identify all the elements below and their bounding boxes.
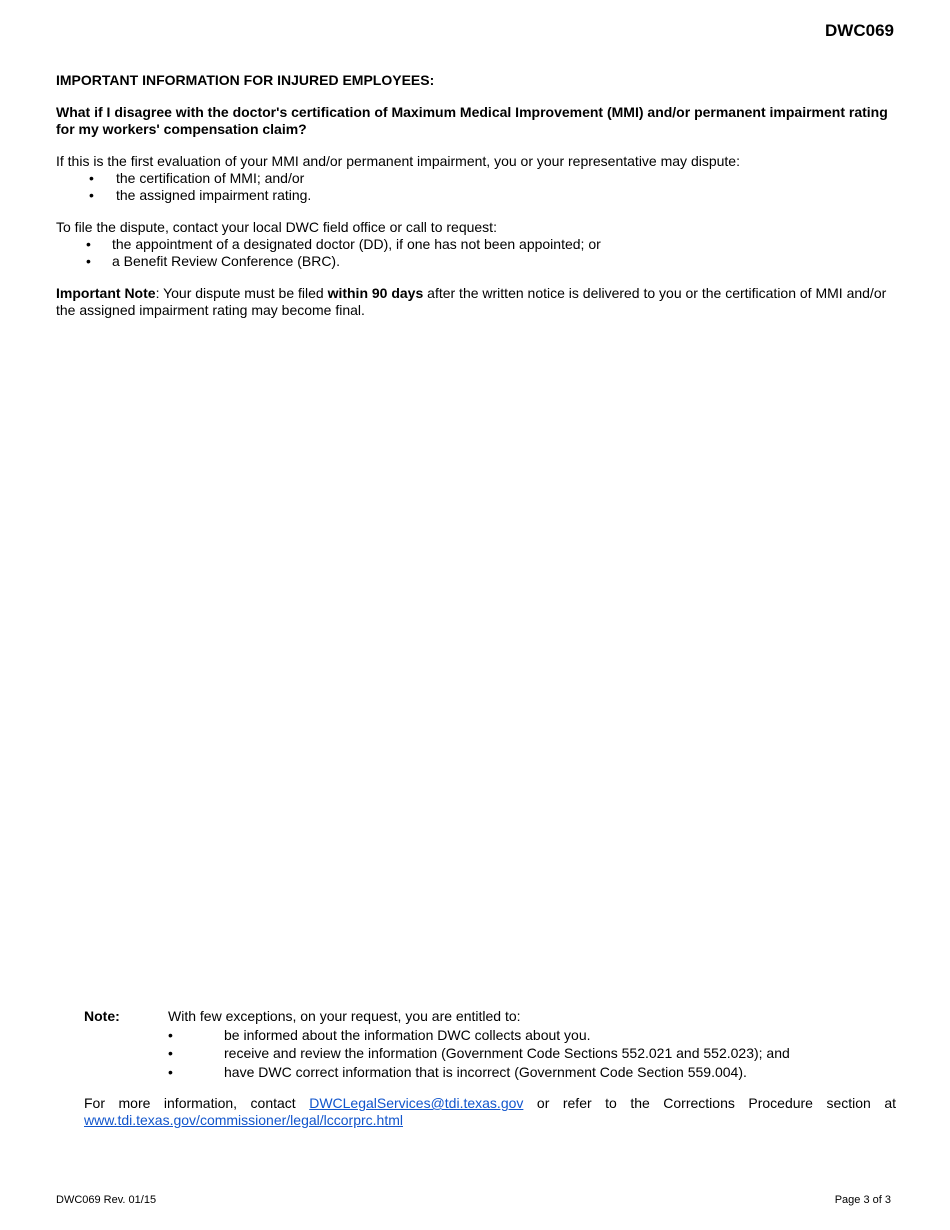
list-item: • be informed about the information DWC collects about you. [168,1026,591,1043]
corrections-procedure-link[interactable]: www.tdi.texas.gov/commissioner/legal/lccorprc.html [84,1112,403,1128]
question-heading: What if I disagree with the doctor's certification of Maximum Medical Improvement (MMI) and/or permanent impairment rating for my workers' compensation claim? [56,104,888,137]
privacy-note [84,1007,896,1129]
note-intro: With few exceptions, on your request, you are entitled to: [168,1008,521,1024]
list-item: • a Benefit Review Conference (BRC). [86,253,340,269]
bullet-icon: • [89,170,94,186]
list-item: • have DWC correct information that is incorrect (Government Code Section 559.004). [168,1063,747,1080]
note-label: Note: [84,1008,120,1024]
bullet-icon: • [168,1063,173,1080]
more-info: For more information, contact DWCLegalServices@tdi.texas.gov or refer to the Corrections Procedure section at [84,1095,897,1111]
main-content [56,72,896,319]
list-item: • receive and review the information (Government Code Sections 552.021 and 552.023); and [168,1045,790,1061]
bullet-icon: • [89,187,94,203]
email-link[interactable]: DWCLegalServices@tdi.texas.gov [309,1095,524,1111]
important-note: Important Note: Your dispute must be filed within 90 days after the written notice is delivered to you or the certification of MMI and/or the assigned impairment rating may become final. [56,285,887,318]
list-item: • the certification of MMI; and/or [89,170,305,186]
bullet-icon: • [86,253,91,269]
bullet-icon: • [86,236,91,252]
note-list [84,1026,896,1082]
footer-page-number: Page 3 of 3 [834,1194,891,1206]
section2-intro: To file the dispute, contact your local DWC field office or call to request: [56,219,497,235]
section2-list [56,236,896,270]
deadline: within 90 days [327,285,424,301]
page-heading: IMPORTANT INFORMATION FOR INJURED EMPLOYEES: [56,72,435,88]
bullet-icon: • [168,1026,173,1043]
list-item: • the assigned impairment rating. [89,187,312,203]
section1-list [56,170,896,204]
important-note-label: Important Note [56,285,156,301]
form-id: DWC069 [825,21,894,40]
footer-revision: DWC069 Rev. 01/15 [56,1194,157,1206]
list-item: • the appointment of a designated doctor (DD), if one has not been appointed; or [86,236,601,252]
bullet-icon: • [168,1045,173,1061]
section1-intro: If this is the first evaluation of your MMI and/or permanent impairment, you or your representative may dispute: [56,153,740,169]
